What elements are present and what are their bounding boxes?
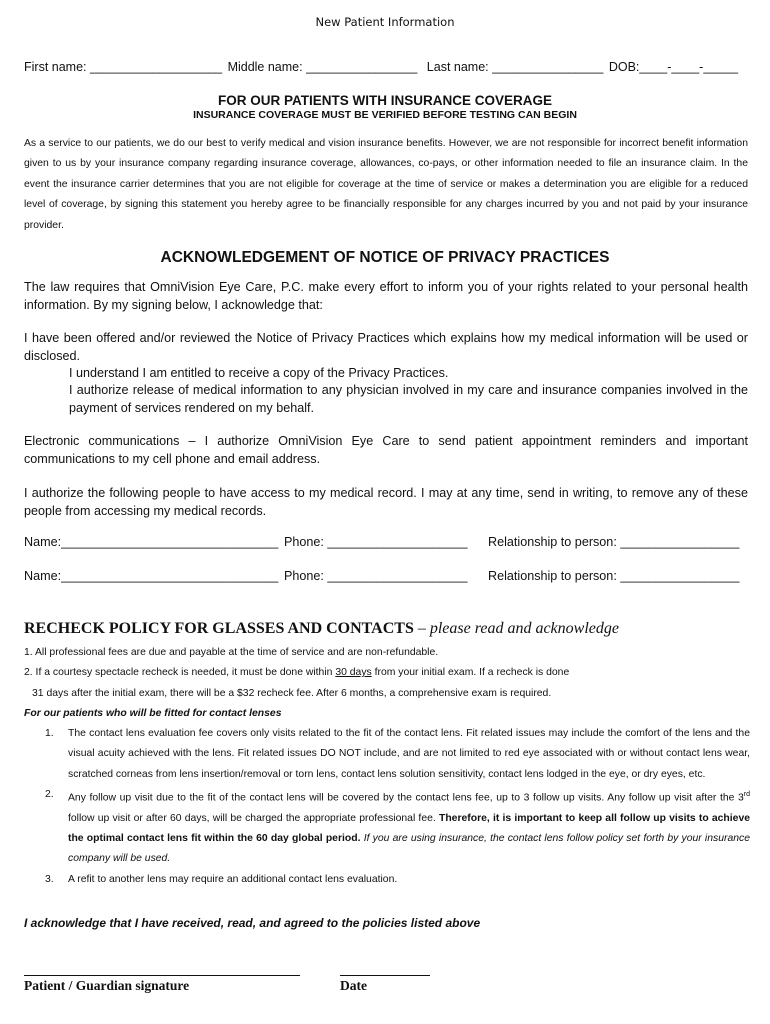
recheck-days: 30 days <box>335 667 372 678</box>
list-text: The contact lens evaluation fee covers only visits related to the fit of the contact lens. Fit related issues may include the comfort of the lens and the visual acuity achieved with the lens. Fit related issues DO NOT include, and are not limited to red eye associated with or without contact lens wear, scratched corneas from lens insertion/removal or torn lens, contact lens solution sensitivity, contact lens lodged in the eye, or dry eyes, etc. <box>68 728 750 780</box>
dob-field[interactable]: DOB:____-____-_____ <box>608 60 739 74</box>
privacy-paragraph-release: I authorize release of medical information to any physician involved in my care and insurance companies involved in the payment of services rendered on my behalf. <box>69 383 748 415</box>
list-number: 3. <box>45 873 54 885</box>
list-text: A refit to another lens may require an additional contact lens evaluation. <box>68 873 398 885</box>
date-label: Date <box>340 978 367 993</box>
contact-relationship-field[interactable]: Relationship to person: _________________ <box>488 569 740 583</box>
contact-name-field[interactable]: Name:_______________________________ <box>24 569 279 583</box>
recheck-item-spectacle <box>24 667 569 678</box>
contact-name-field[interactable]: Name:_______________________________ <box>24 535 279 549</box>
list-text-cont: follow up visit or after 60 days, will be charged the appropriate professional fee. <box>68 812 439 824</box>
patient-name-row <box>24 60 764 74</box>
list-text-italic: If you are using insurance, the contact lens follow policy set forth by your insurance company will be used. <box>68 832 750 865</box>
privacy-heading: ACKNOWLEDGEMENT OF NOTICE OF PRIVACY PRACTICES <box>160 249 610 266</box>
contact-row <box>24 534 748 552</box>
list-item <box>24 870 750 890</box>
insurance-paragraph: As a service to our patients, we do our best to verify medical and vision insurance benefits. However, we are not responsible for incorrect benefit information given to us by your insurance company regarding insurance coverage, allowances, co-pays, or other information needed to file an insurance claim. In the event the insurance carrier determines that you are not eligible for coverage at the time of service or makes a determination you are eligible for a reduced level of coverage, by signing this statement you hereby agree to be financially responsible for any charges incurred by you and not paid by your insurance provider. <box>24 138 748 231</box>
list-number: 1. <box>45 728 54 739</box>
first-name-field[interactable]: First name: ___________________ <box>24 60 223 74</box>
contact-row <box>24 568 748 586</box>
list-text: Any follow up visit due to the fit of the contact lens will be covered by the contact lens fee, up to 3 follow up visits. Any follow up visit after the 3 <box>68 792 744 804</box>
recheck-heading <box>24 620 619 638</box>
contact-phone-field[interactable]: Phone: ____________________ <box>284 569 468 583</box>
patient-signature-label: Patient / Guardian signature <box>24 978 190 993</box>
privacy-paragraph-electronic: Electronic communications – I authorize OmniVision Eye Care to send patient appointment reminders and important communications to my cell phone and email address. <box>24 434 748 466</box>
privacy-paragraph-offered: I have been offered and/or reviewed the Notice of Privacy Practices which explains how my medical information will be used or disclosed. <box>24 331 748 363</box>
recheck-item-spectacle-cont: 31 days after the initial exam, there will be a $32 recheck fee. After 6 months, a comprehensive exam is required. <box>32 688 552 699</box>
form-title: New Patient Information <box>315 15 455 29</box>
recheck-heading-note: – please read and acknowledge <box>417 620 619 637</box>
middle-name-field[interactable]: Middle name: ________________ <box>227 60 418 74</box>
list-item <box>24 785 750 870</box>
superscript-rd: rd <box>743 790 750 798</box>
acknowledgement-statement: I acknowledge that I have received, read, and agreed to the policies listed above <box>24 916 481 930</box>
patient-signature-line[interactable] <box>24 975 300 976</box>
recheck-item-fees: 1. All professional fees are due and payable at the time of service and are non-refundable. <box>24 647 439 658</box>
privacy-paragraph-copy: I understand I am entitled to receive a copy of the Privacy Practices. <box>69 366 449 380</box>
recheck-heading-title: RECHECK POLICY FOR GLASSES AND CONTACTS <box>24 620 414 637</box>
list-text-bold: Therefore, it is important to keep all follow up visits to achieve the optimal contact lens fit within the 60 day global period. <box>68 812 751 844</box>
contact-phone-field[interactable]: Phone: ____________________ <box>284 535 468 549</box>
recheck-spectacle-text-end: from your initial exam. If a recheck is done <box>371 667 570 678</box>
recheck-spectacle-text: 2. If a courtesy spectacle recheck is needed, it must be done within <box>24 667 336 678</box>
last-name-field[interactable]: Last name: ________________ <box>426 60 604 74</box>
list-number: 2. <box>45 788 54 800</box>
contacts-subheading: For our patients who will be fitted for contact lenses <box>24 708 282 719</box>
contact-relationship-field[interactable]: Relationship to person: _________________ <box>488 535 740 549</box>
privacy-paragraph-authorize: I authorize the following people to have access to my medical record. I may at any time, send in writing, to remove any of these people from accessing my medical records. <box>24 486 748 518</box>
list-item <box>24 724 750 785</box>
insurance-heading: FOR OUR PATIENTS WITH INSURANCE COVERAGE <box>217 93 552 108</box>
privacy-paragraph-law: The law requires that OmniVision Eye Care, P.C. make every effort to inform you of your rights related to your personal health information. By my signing below, I acknowledge that: <box>24 280 748 312</box>
contact-lens-list <box>24 724 750 890</box>
insurance-subheading: INSURANCE COVERAGE MUST BE VERIFIED BEFORE TESTING CAN BEGIN <box>193 109 577 121</box>
date-signature-line[interactable] <box>340 975 430 976</box>
